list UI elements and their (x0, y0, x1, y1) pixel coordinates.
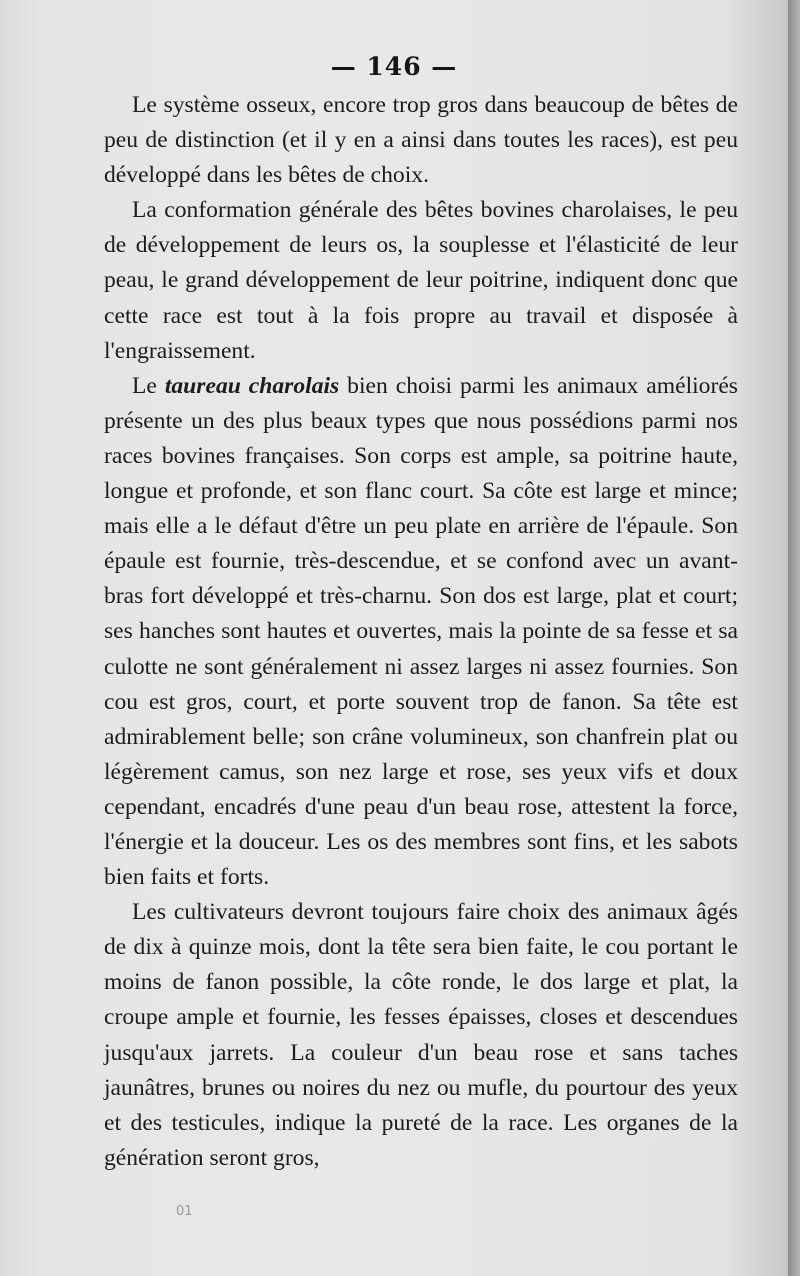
body-text (104, 88, 738, 1176)
page-edge (788, 0, 800, 1276)
paragraph-skeletal-system: Le système osseux, encore trop gros dans beaucoup de bêtes de peu de distinction (et il y en a ainsi dans toutes les races), est peu développé dans les bêtes de choix. (104, 92, 738, 189)
paragraph-body: bien choisi parmi les animaux améliorés présente un des plus beaux types que nous possédions parmi nos races bovines françaises. Son corps est ample, sa poitrine haute, longue et profonde, et son flanc court. Sa côte est large et mince; mais elle a le défaut d'être un peu plate en arrière de l'épaule. Son épaule est fournie, très-descendue, et se confond avec un avant-bras fort développé et très-charnu. Son dos est large, plat et court; ses hanches sont hautes et ouvertes, mais la pointe de sa fesse et sa culotte ne sont généralement ni assez larges ni assez fournies. Son cou est gros, court, et porte souvent trop de fanon. Sa tête est admirablement belle; son crâne volumineux, son chanfrein plat ou légèrement camus, son nez large et rose, ses yeux vifs et doux cependant, encadrés d'une peau d'un beau rose, attestent la force, l'énergie et la douceur. Les os des membres sont fins, et les sabots bien faits et forts. (104, 372, 738, 891)
paragraph-conformation: La conformation générale des bêtes bovines charolaises, le peu de développement de leurs os, la souplesse et l'élasticité de leur peau, le grand développement de leur poitrine, indiquent donc que cette race est tout à la fois propre au travail et disposée à l'engraissement. (104, 197, 738, 364)
emphasized-term: taureau charolais (164, 372, 340, 399)
paragraph-lead: Le (132, 372, 165, 399)
page-number: — 146 — (330, 52, 458, 81)
paragraph-selection-advice: Les cultivateurs devront toujours faire choix des animaux âgés de dix à quinze mois, dont la tête sera bien faite, le cou portant le moins de fanon possible, la côte ronde, le dos large et plat, la croupe ample et fournie, les fesses épaisses, closes et descendues jusqu'aux jarrets. La couleur d'un beau rose et sans taches jaunâtres, brunes ou noires du nez ou mufle, du pourtour des yeux et des testicules, indique la pureté de la race. Les organes de la génération seront gros, (104, 899, 738, 1171)
footer-mark: 01 (176, 1204, 193, 1219)
paragraph-charolais-bull (104, 369, 738, 895)
